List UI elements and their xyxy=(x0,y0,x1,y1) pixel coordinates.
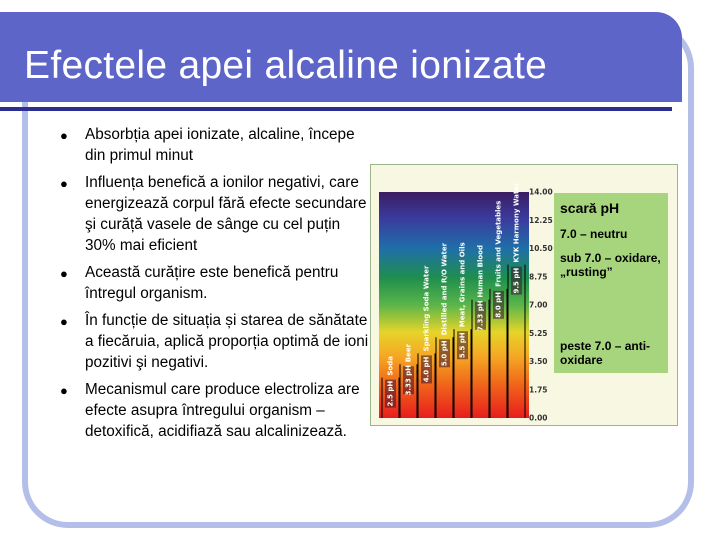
bar-divider-left xyxy=(382,378,383,418)
bar-category-label: Human Blood xyxy=(476,245,485,298)
bullet-text: Mecanismul care produce electroliza are efecte asupra întregului organism – detoxifică, acidifiază sau alcalinizează. xyxy=(85,381,360,440)
legend-above-neutral: peste 7.0 – anti-oxidare xyxy=(560,339,651,367)
bar-category-label: Distilled and R/O Water xyxy=(440,242,449,336)
bullet-dot-icon: ● xyxy=(60,176,68,191)
bullet-text: Influența benefică a ionilor negativi, care energizează corpul fără efecte secundare şi curăță vasele de sânge cu cel puțin 30% mai eficient xyxy=(85,174,367,254)
bar-divider-left xyxy=(454,329,455,418)
bar-category-label: Soda xyxy=(386,356,395,376)
bar-value-label: 2.5 pH xyxy=(386,380,395,407)
y-tick-label: 14.00 xyxy=(529,187,553,197)
bullet-item xyxy=(60,310,370,373)
bar-category-label: Sparkling Soda Water xyxy=(422,265,431,352)
legend-neutral: 7.0 – neutru xyxy=(560,227,628,241)
y-tick-label: 1.75 xyxy=(529,385,548,395)
y-tick-label: 0.00 xyxy=(529,413,548,423)
bullet-dot-icon: ● xyxy=(60,383,68,398)
bullet-text: Absorbția apei ionizate, alcaline, începe din primul minut xyxy=(85,126,355,164)
bar-value-label: 7.33 pH xyxy=(476,300,485,331)
y-tick-label: 12.25 xyxy=(529,215,553,225)
bar-divider-right xyxy=(417,364,418,418)
bar-value-label: 8.0 pH xyxy=(494,291,503,318)
bullet-dot-icon: ● xyxy=(60,266,68,281)
bar-value-label: 3.33 pH xyxy=(404,364,413,396)
bar-category-label: Fruits and Vegetables xyxy=(494,200,503,287)
bullet-dot-icon: ● xyxy=(60,128,68,143)
y-tick-label: 10.50 xyxy=(529,244,553,253)
y-tick-label: 8.75 xyxy=(529,272,548,282)
bar-divider-left xyxy=(418,353,419,418)
bar-divider-right xyxy=(435,353,436,418)
title-underline xyxy=(0,107,672,111)
bar-value-label: 5.0 pH xyxy=(440,340,449,367)
bullet-text: Această curățire este benefică pentru întregul organism. xyxy=(85,264,339,302)
y-tick-label: 7.00 xyxy=(529,300,548,310)
bar-value-label: 5.5 pH xyxy=(458,332,467,359)
y-tick-label: 5.25 xyxy=(529,328,548,338)
bullet-item xyxy=(60,262,370,304)
bullet-text: În funcție de situația și starea de sănătate a fiecăruia, aplică proporția optimă de ioni pozitivi şi negativi. xyxy=(85,312,369,371)
bar-category-label: Beer xyxy=(404,343,413,363)
bar-divider-right xyxy=(453,337,454,418)
bar-value-label: 9.5 pH xyxy=(512,267,521,294)
bar-category-label: KYK Harmony Water xyxy=(512,182,521,263)
bar-category-label: Meat, Grains and Oils xyxy=(458,242,467,328)
ph-legend xyxy=(554,193,668,373)
bar-divider-left xyxy=(490,289,491,418)
title-bar xyxy=(0,12,682,102)
bar-divider-right xyxy=(507,289,508,418)
y-tick-label: 3.50 xyxy=(529,357,548,366)
legend-title: scară pH xyxy=(560,200,620,216)
legend-below-neutral: sub 7.0 – oxidare, „rusting” xyxy=(560,251,661,279)
bar-divider-right xyxy=(399,378,400,418)
bullet-item xyxy=(60,124,370,166)
bullet-dot-icon: ● xyxy=(60,314,68,329)
bar-divider-left xyxy=(508,265,509,418)
bullet-item xyxy=(60,172,370,256)
bullet-list xyxy=(60,124,370,448)
bar-divider-right xyxy=(489,300,490,418)
bar-divider-right xyxy=(471,329,472,418)
bar-divider-right xyxy=(525,265,526,418)
bar-divider-left xyxy=(472,300,473,418)
bar-divider-left xyxy=(400,364,401,418)
bar-value-label: 4.0 pH xyxy=(422,356,431,383)
slide-title: Efectele apei alcaline ionizate xyxy=(24,44,548,87)
bullet-item xyxy=(60,379,370,442)
bar-divider-left xyxy=(436,337,437,418)
